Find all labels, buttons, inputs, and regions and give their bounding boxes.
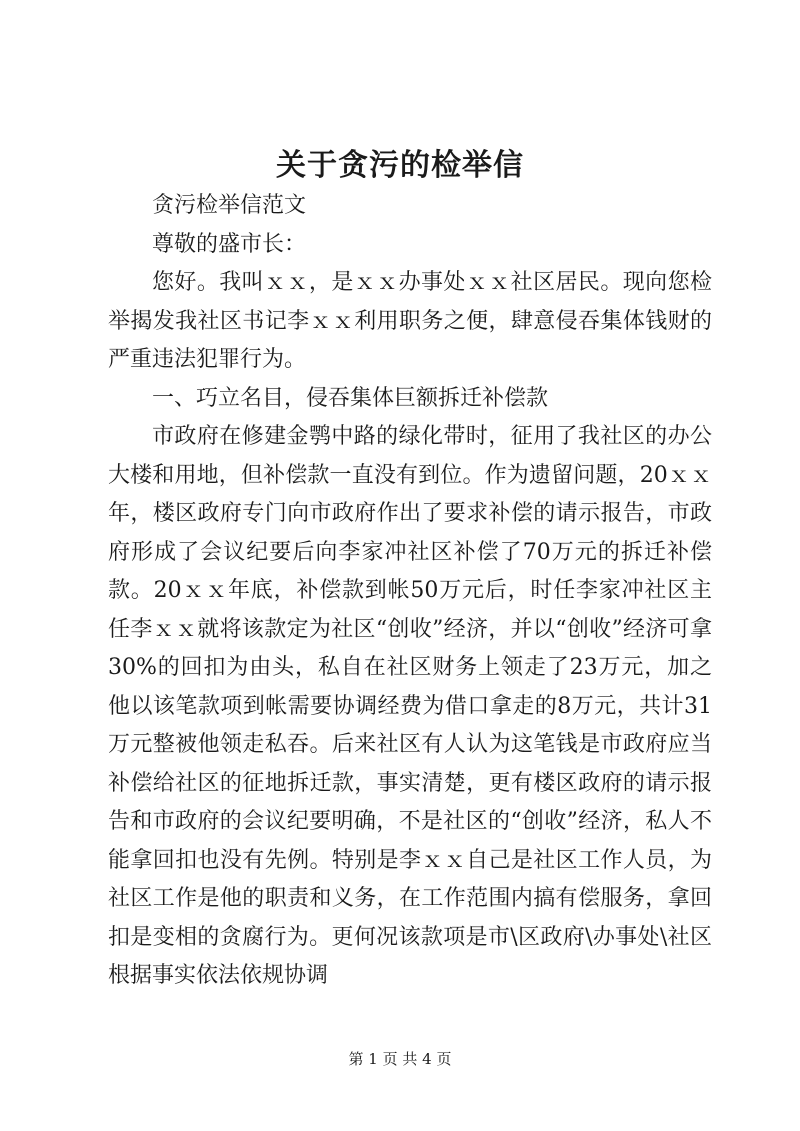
document-title: 关于贪污的检举信: [276, 148, 524, 183]
paragraph-section-heading: 一、巧立名目，侵吞集体巨额拆迁补偿款: [152, 385, 549, 411]
paragraph-salutation: 尊敬的盛市长：: [152, 231, 307, 257]
paragraph-intro: 您好。我叫ｘｘ，是ｘｘ办事处ｘｘ社区居民。现向您检举揭发我社区书记李ｘｘ利用职务之便，肆意侵吞集体钱财的严重违法犯罪行为。: [108, 270, 712, 372]
document-body: [108, 187, 712, 996]
paragraph-main: 市政府在修建金鹗中路的绿化带时，征用了我社区的办公大楼和用地，但补偿款一直没有到位。作为遗留问题，20ｘｘ年，楼区政府专门向市政府作出了要求补偿的请示报告，市政府形成了会议纪要后向李家冲社区补偿了70万元的拆迁补偿款。20ｘｘ年底，补偿款到帐50万元后，时任李家冲社区主任李ｘｘ就将该款定为社区“创收”经济，并以“创收”经济可拿30%的回扣为由头，私自在社区财务上领走了23万元，加之他以该笔款项到帐需要协调经费为借口拿走的8万元，共计31万元整被他领走私吞。后来社区有人认为这笔钱是市政府应当补偿给社区的征地拆迁款，事实清楚，更有楼区政府的请示报告和市政府的会议纪要明确，不是社区的“创收”经济，私人不能拿回扣也没有先例。特别是李ｘｘ自己是社区工作人员，为社区工作是他的职责和义务，在工作范围内搞有偿服务，拿回扣是变相的贪腐行为。更何况该款项是市\区政府\办事处\社区根据事实依法依规协调: [108, 424, 712, 988]
paragraph-heading: 贪污检举信范文: [152, 193, 307, 218]
page-number-footer: 第 1 页 共 4 页: [348, 1050, 452, 1068]
